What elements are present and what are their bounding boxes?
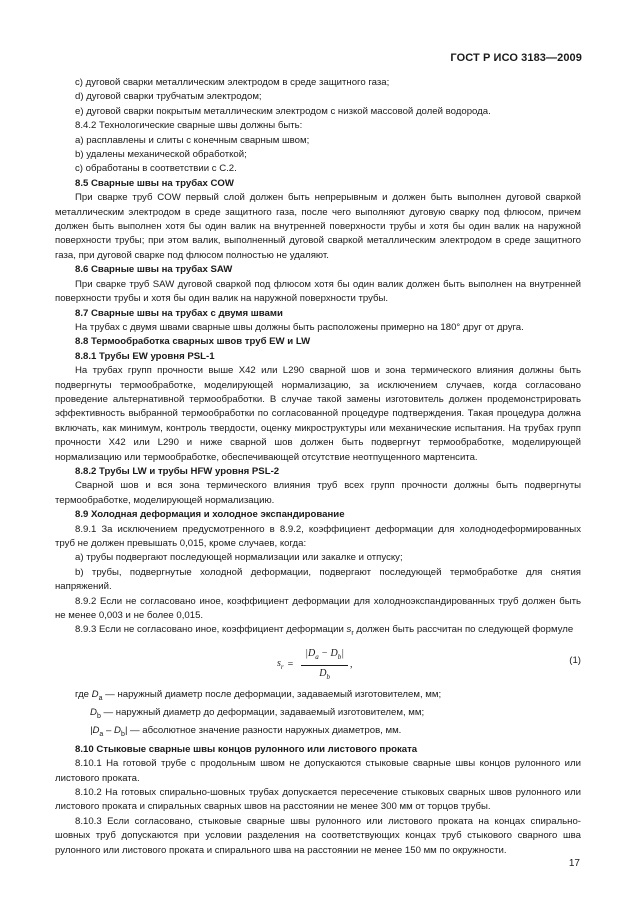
- formula-number: (1): [569, 654, 581, 666]
- paragraph: При сварке труб SAW дуговой сваркой под флюсом хотя бы один валик должен быть выполнен на внутренней поверхности трубы и хотя бы один валик на наружной поверхности трубы.: [55, 278, 581, 305]
- formula-subscript: r: [280, 662, 284, 671]
- symbol: D: [91, 688, 99, 700]
- paragraph: При сварке труб COW первый слой должен быть непрерывным и должен быть выполнен дуговой сваркой металлическим электродом в среде защитного газа, после чего выполняют дуговую сварку под флюсом, причем должен быть выполнен хотя бы один валик на внутренней поверхности трубы и хотя бы один валик на наружной поверхности трубы; при этом валик, выполненный дуговой сваркой металлическим электродом в среде защитного газа, при дуговой сварке под флюсом полностью не удаляют.: [55, 192, 581, 261]
- paragraph: 8.9.1 За исключением предусмотренного в 8.9.2, коэффициент деформации для холоднодеформированных труб не должен превышать 0,015, кроме случаев, когда:: [55, 523, 581, 549]
- formula-fraction: [301, 646, 348, 685]
- formula-symbol: |D: [305, 647, 316, 659]
- section-heading: 8.9 Холодная деформация и холодное экспандирование: [75, 509, 345, 521]
- section-heading: 8.8 Термообработка сварных швов труб EW и LW: [75, 336, 311, 348]
- paragraph: На трубах с двумя швами сварные швы должны быть расположены примерно на 180° друг от друга.: [75, 321, 524, 333]
- paragraph: [55, 623, 581, 641]
- legend-row: [55, 706, 581, 724]
- formula-equals: =: [287, 659, 294, 671]
- formula-lhs: [277, 657, 284, 674]
- legend-row: [55, 724, 581, 742]
- formula-subscript: b: [337, 652, 342, 661]
- formula-legend: [55, 688, 581, 743]
- formula-comma: ,: [350, 659, 353, 671]
- list-item: d) дуговой сварки трубчатым электродом;: [75, 91, 262, 103]
- formula-symbol: − D: [318, 647, 338, 659]
- list-item: e) дуговой сварки покрытым металлическим электродом с низкой массовой долей водорода.: [75, 105, 491, 117]
- symbol-subscript: b: [120, 731, 125, 739]
- formula-denominator: [319, 666, 330, 685]
- list-item: a) расплавлены и слиты с конечным сварным швом;: [75, 134, 310, 146]
- formula-expression: [277, 646, 353, 685]
- paragraph: 8.10.1 На готовой трубе с продольным швом не допускаются стыковые сварные швы концов рулонного или листового проката.: [55, 758, 581, 784]
- subsection-heading: 8.8.2 Трубы LW и трубы HFW уровня PSL-2: [75, 465, 280, 477]
- text-run: — абсолютное значение разности наружных диаметров, мм.: [127, 725, 402, 737]
- text-run: — наружный диаметр до деформации, задаваемый изготовителем, мм;: [100, 707, 425, 719]
- symbol-subscript: a: [98, 694, 103, 702]
- text-run: 8.9.3 Если не согласовано иное, коэффициент деформации: [75, 624, 347, 636]
- symbol-subscript: r: [351, 630, 354, 638]
- list-item: c) обработаны в соответствии с С.2.: [75, 163, 237, 175]
- formula-symbol: |: [341, 647, 344, 659]
- list-item: a) трубы подвергают последующей нормализации или закалке и отпуску;: [75, 552, 403, 564]
- symbol: – D: [103, 725, 121, 737]
- formula-numerator: [301, 646, 348, 666]
- paragraph-842: 8.4.2 Технологические сварные швы должны быть:: [75, 120, 303, 132]
- page-number: 17: [568, 858, 580, 869]
- text-run: где: [75, 688, 92, 700]
- section-heading: 8.7 Сварные швы на трубах с двумя швами: [75, 307, 283, 319]
- section-heading: 8.6 Сварные швы на трубах SAW: [75, 264, 233, 276]
- list-item: b) удалены механической обработкой;: [75, 149, 247, 161]
- legend-row: [55, 688, 581, 706]
- document-body: [55, 76, 581, 858]
- text-run: должен быть рассчитан по следующей формуле: [353, 624, 574, 636]
- symbol: |D: [90, 725, 100, 737]
- subsection-heading: 8.8.1 Трубы EW уровня PSL-1: [75, 350, 215, 362]
- standard-header: ГОСТ Р ИСО 3183—2009: [450, 52, 582, 64]
- paragraph: Сварной шов и вся зона термического влияния труб всех групп прочности должны быть подвергнуты термообработке, моделирующей нормализацию.: [55, 480, 581, 506]
- formula: [55, 644, 581, 686]
- paragraph: 8.10.3 Если согласовано, стыковые сварные швы рулонного или листового проката на концах спирально-шовных труб допускаются при условии разделения на соответствующих концах труб стыкового сварного шва рулонного или листового проката и спирального шва на расстоянии не менее 150 мм по окружности.: [55, 815, 581, 856]
- symbol: |: [124, 725, 128, 737]
- text-run: — наружный диаметр после деформации, задаваемый изготовителем, мм;: [102, 688, 442, 700]
- formula-subscript: a: [315, 652, 319, 661]
- section-heading: 8.10 Стыковые сварные швы концов рулонного или листового проката: [75, 743, 418, 755]
- symbol-subscript: a: [99, 731, 104, 739]
- formula-symbol: D: [319, 667, 327, 679]
- paragraph: 8.10.2 На готовых спирально-шовных трубах допускается пересечение стыковых сварных швов рулонного или листового проката и спиральных сварных швов на расстоянии не менее 300 мм от торцов трубы.: [55, 786, 581, 813]
- paragraph: 8.9.2 Если не согласовано иное, коэффициент деформации для холодноэкспандированных труб должен быть не менее 0,003 и не более 0,015.: [55, 595, 581, 622]
- paragraph: На трубах групп прочности выше X42 или L290 сварной шов и зона термического влияния должны быть подвергнуты термообработке, моделирующей нормализацию, за исключением случаев, когда согласовано проведение альтернативной термообработки. В случае такой замены изготовитель должен продемонстрировать эффективность выбранной термообработки по согласованной процедуре подтверждения. Такая процедура должна включать, как минимум, контроль твердости, оценку микроструктуры или механические испытания. На трубах групп прочности X42 или L290 и ниже сварной шов должен быть подвергнут термообработке, моделирующей нормализацию или термообработке, обеспечивающей отсутствие неотпущенного мартенсита.: [55, 365, 581, 463]
- formula-subscript: b: [326, 672, 330, 681]
- list-item: b) трубы, подвергнутые холодной деформации, подвергают последующей термобработке для снятия напряжений.: [55, 566, 581, 593]
- symbol-subscript: b: [96, 712, 101, 720]
- symbol: D: [90, 707, 97, 719]
- list-item: c) дуговой сварки металлическим электродом в среде защитного газа;: [75, 77, 390, 88]
- section-heading: 8.5 Сварные швы на трубах COW: [75, 177, 234, 189]
- symbol: s: [346, 624, 352, 636]
- formula-symbol: s: [277, 657, 281, 669]
